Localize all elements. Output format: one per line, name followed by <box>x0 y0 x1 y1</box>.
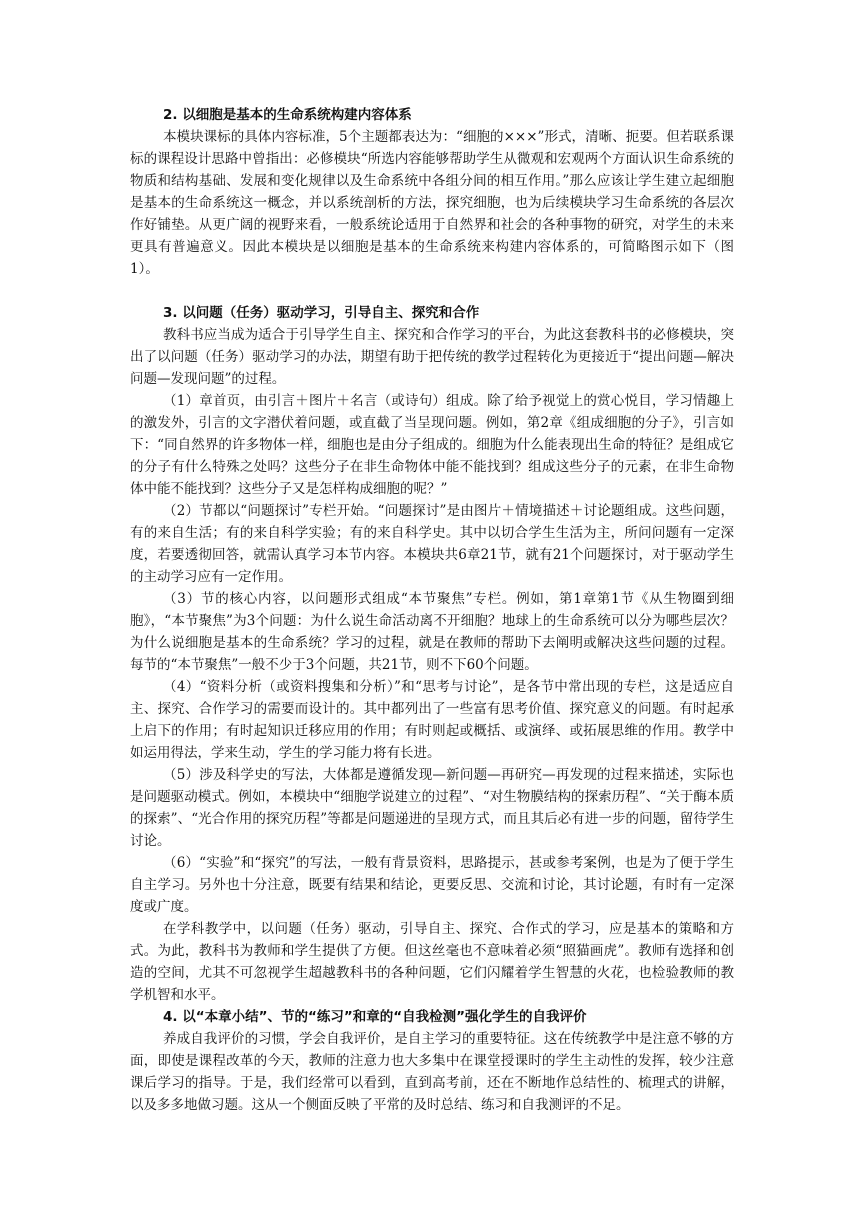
section-gap <box>130 280 734 302</box>
section-2-heading: 2. 以细胞是基本的生命系统构建内容体系 <box>163 107 412 123</box>
section-3-paragraph: （6）“实验”和“探究”的写法，一般有背景资料，思路提示，甚或参考案例，也是为了便于学生自主学习。另外也十分注意，既要有结果和结论，更要反思、交流和讨论，其讨论题，有时有一定深度或广度。 <box>130 855 734 915</box>
section-3-paragraph: （3）节的核心内容，以问题形式组成“本节聚焦”专栏。例如，第1章第1节《从生物圈到细胞》，“本节聚焦”为3个问题：为什么说生命活动离不开细胞？地球上的生命系统可以分为哪些层次？为什么说细胞是基本的生命系统？学习的过程，就是在教师的帮助下去阐明或解决这些问题的过程。每节的“本节聚焦”一般不少于3个问题，共21节，则不下60个问题。 <box>130 591 734 673</box>
section-3-paragraph: 教科书应当成为适合于引导学生自主、探究和合作学习的平台，为此这套教科书的必修模块，突出了以问题（任务）驱动学习的办法，期望有助于把传统的教学过程转化为更接近于“提出问题—解决问题—发现问题”的过程。 <box>130 327 734 387</box>
section-3-paragraph: （5）涉及科学史的写法，大体都是遵循发现—新问题—再研究—再发现的过程来描述，实际也是问题驱动模式。例如，本模块中“细胞学说建立的过程”、“对生物膜结构的探索历程”、“关于酶本质的探索”、“光合作用的探究历程”等都是问题递进的呈现方式，而且其后必有进一步的问题，留待学生讨论。 <box>130 767 734 849</box>
section-3-paragraph: 在学科教学中，以问题（任务）驱动，引导自主、探究、合作式的学习，应是基本的策略和方式。为此，教科书为教师和学生提供了方便。但这丝毫也不意味着必须“照猫画虎”。教师有选择和创造的空间，尤其不可忽视学生超越教科书的各种问题，它们闪耀着学生智慧的火花，也检验教师的教学机智和水平。 <box>130 921 734 1003</box>
section-3-heading: 3. 以问题（任务）驱动学习，引导自主、探究和合作 <box>163 305 480 321</box>
section-3-paragraph: （4）“资料分析（或资料搜集和分析）”和“思考与讨论”，是各节中常出现的专栏，这是适应自主、探究、合作学习的需要而设计的。其中都列出了一些富有思考价值、探究意义的问题。有时起承上启下的作用；有时起知识迁移应用的作用；有时则起或概括、或演绎、或拓展思维的作用。教学中如运用得法，学来生动，学生的学习能力将有长进。 <box>130 679 734 761</box>
section-3-paragraph: （1）章首页，由引言＋图片＋名言（或诗句）组成。除了给予视觉上的赏心悦目，学习情趣上的激发外，引言的文字潜伏着问题，或直截了当呈现问题。例如，第2章《组成细胞的分子》，引言如下：“同自然界的许多物体一样，细胞也是由分子组成的。细胞为什么能表现出生命的特征？是组成它的分子有什么特殊之处吗？这些分子在非生命物体中能不能找到？组成这些分子的元素，在非生命物体中能不能找到？这些分子又是怎样构成细胞的呢？” <box>130 393 734 497</box>
section-2-paragraph: 本模块课标的具体内容标准，5个主题都表达为：“细胞的×××”形式，清晰、扼要。但若联系课标的课程设计思路中曾指出：必修模块“所选内容能够帮助学生从微观和宏观两个方面认识生命系统的物质和结构基础、发展和变化规律以及生命系统中各组分间的相互作用。”那么应该让学生建立起细胞是基本的生命系统这一概念，并以系统剖析的方法，探究细胞，也为后续模块学习生命系统的各层次作好铺垫。从更广阔的视野来看，一般系统论适用于自然界和社会的各种事物的研究，对学生的未来更具有普遍意义。因此本模块是以细胞是基本的生命系统来构建内容体系的，可简略图示如下（图1）。 <box>130 129 734 277</box>
section-3-paragraph: （2）节都以“问题探讨”专栏开始。“问题探讨”是由图片＋情境描述＋讨论题组成。这些问题，有的来自生活；有的来自科学实验；有的来自科学史。其中以切合学生生活为主，所问问题有一定深度，若要透彻回答，就需认真学习本节内容。本模块共6章21节，就有21个问题探讨，对于驱动学生的主动学习应有一定作用。 <box>130 503 734 585</box>
section-4-heading: 4. 以“本章小结”、节的“练习”和章的“自我检测”强化学生的自我评价 <box>163 1009 587 1025</box>
section-3 <box>130 302 734 1006</box>
section-4-paragraph: 养成自我评价的习惯，学会自我评价，是自主学习的重要特征。这在传统教学中是注意不够的方面，即使是课程改革的今天，教师的注意力也大多集中在课堂授课时的学生主动性的发挥，较少注意课后学习的指导。于是，我们经常可以看到，直到高考前，还在不断地作总结性的、梳理式的讲解，以及多多地做习题。这从一个侧面反映了平常的及时总结、练习和自我测评的不足。 <box>130 1031 734 1113</box>
section-4 <box>130 1006 734 1116</box>
section-2 <box>130 104 734 280</box>
